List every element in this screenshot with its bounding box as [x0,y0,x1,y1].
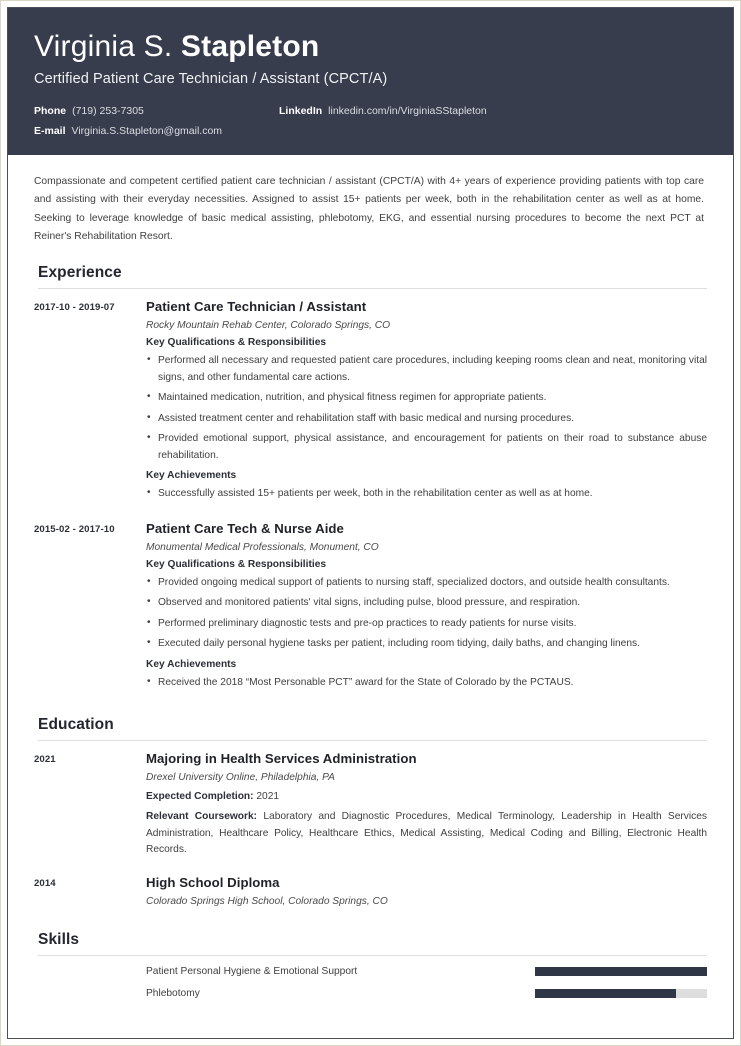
contact-row-1 [34,105,707,117]
skill-level-fill [535,967,707,976]
list-item: • Successfully assisted 15+ patients per week, both in the rehabilitation center as well as at home. [146,486,707,503]
education-completion-line [146,789,707,806]
candidate-first-name: Virginia S. [34,30,181,63]
contact-phone-label: Phone [34,105,67,117]
contact-phone-value: (719) 253-7305 [72,105,144,117]
list-item: • Received the 2018 “Most Personable PCT” award for the State of Colorado by the PCTAUS. [146,675,707,692]
skills-section [34,931,707,999]
resume-body [8,173,733,1020]
education-entry-school: Colorado Springs High School, Colorado Springs, CO [146,895,388,907]
contact-email[interactable] [34,125,279,137]
experience-section-rule [38,288,707,289]
skill-name: Phlebotomy [146,987,200,999]
skill-row [34,966,707,977]
contact-linkedin-label: LinkedIn [279,105,323,117]
experience-section [34,264,707,697]
contact-details [34,105,707,137]
experience-section-title: Experience [38,264,122,282]
candidate-name [34,30,707,63]
experience-qualifications-heading: Key Qualifications & Responsibilities [146,558,327,570]
experience-entry-date: 2015-02 - 2017-10 [34,523,115,535]
skill-level-bar [535,967,707,976]
education-entry-main [146,751,707,863]
experience-entry-employer: Rocky Mountain Rehab Center, Colorado Springs, CO [146,320,391,332]
education-entry-main [146,875,707,913]
education-section [34,716,707,913]
contact-linkedin-value[interactable]: linkedin.com/in/VirginiaSStapleton [328,105,487,117]
experience-entry-title: Patient Care Tech & Nurse Aide [146,520,344,536]
education-entry-title: High School Diploma [146,874,280,890]
education-coursework-line [146,809,707,859]
education-entry-title: Majoring in Health Services Administration [146,750,417,766]
experience-entry-title: Patient Care Technician / Assistant [146,299,367,315]
education-section-title: Education [38,715,114,733]
contact-phone [34,105,279,117]
list-item: • Provided emotional support, physical assistance, and encouragement for patients on their road to substance abuse rehabilitation. [146,431,707,464]
list-item: • Observed and monitored patients' vital signs, including pulse, blood pressure, and respiration. [146,595,707,612]
experience-entry-main [146,299,707,509]
experience-entry-employer: Monumental Medical Professionals, Monument, CO [146,541,379,553]
contact-row-2 [34,125,707,137]
skills-section-rule [38,955,707,956]
skill-row [34,988,707,999]
experience-achievements-list [146,486,707,503]
list-item: • Maintained medication, nutrition, and physical fitness regimen for appropriate patients. [146,390,707,407]
list-item: • Assisted treatment center and rehabilitation staff with basic medical and nursing procedures. [146,411,707,428]
skill-name: Patient Personal Hygiene & Emotional Support [146,965,358,977]
experience-qualifications-list [146,575,707,653]
contact-email-value[interactable]: Virginia.S.Stapleton@gmail.com [71,125,223,137]
contact-linkedin[interactable] [279,105,487,117]
resume-header [8,8,733,155]
professional-summary: Compassionate and competent certified patient care technician / assistant (CPCT/A) with 4+ years of experience providing patients with top care and assisting with their everyday necessities. Assigned to assist 15+ patients per week, both in the rehabilitation center as well as at home. Seeking to leverage knowledge of basic medical assisting, phlebotomy, EKG, and essential nursing procedures to become the next PCT at Reiner's Rehabilitation Resort. [34,176,704,242]
education-entry-date: 2021 [34,753,56,765]
education-coursework-label: Relevant Coursework: [146,811,258,823]
skill-level-fill [535,989,676,998]
experience-qualifications-list [146,353,707,464]
resume-page-inner [7,7,734,1039]
experience-achievements-heading: Key Achievements [146,470,237,482]
contact-email-label: E-mail [34,125,66,137]
experience-achievements-list [146,675,707,692]
list-item: • Executed daily personal hygiene tasks per patient, including room tidying, daily baths, and changing linens. [146,636,707,653]
education-completion-value: 2021 [256,790,280,802]
experience-entry [34,299,707,509]
list-item: • Performed all necessary and requested patient care procedures, including keeping rooms clean and neat, monitoring vital signs, and other fundamental care actions. [146,353,707,386]
skill-level-bar [535,989,707,998]
experience-entry [34,521,707,698]
education-completion-label: Expected Completion: [146,790,254,802]
experience-entry-date: 2017-10 - 2019-07 [34,302,115,314]
candidate-last-name: Stapleton [180,30,320,63]
list-item: • Performed preliminary diagnostic tests and pre-op practices to ready patients for nurse visits. [146,616,707,633]
experience-achievements-heading: Key Achievements [146,658,237,670]
education-coursework-value: Laboratory and Diagnostic Procedures, Medical Terminology, Leadership in Health Services Administration, Healthcare Policy, Healthcare Ethics, Medical Assisting, Medical Coding and Billing, Electronic Health Records. [146,811,707,856]
education-entry-school: Drexel University Online, Philadelphia, PA [146,771,335,783]
education-entry [34,751,707,863]
experience-qualifications-heading: Key Qualifications & Responsibilities [146,337,327,349]
education-section-rule [38,740,707,741]
experience-entry-main [146,521,707,698]
list-item: • Provided ongoing medical support of patients to nursing staff, specialized doctors, and outside health consultants. [146,575,707,592]
skills-section-title: Skills [38,930,80,948]
candidate-job-title: Certified Patient Care Technician / Assistant (CPCT/A) [34,71,388,87]
education-entry-date: 2014 [34,877,56,889]
education-entry [34,875,707,913]
